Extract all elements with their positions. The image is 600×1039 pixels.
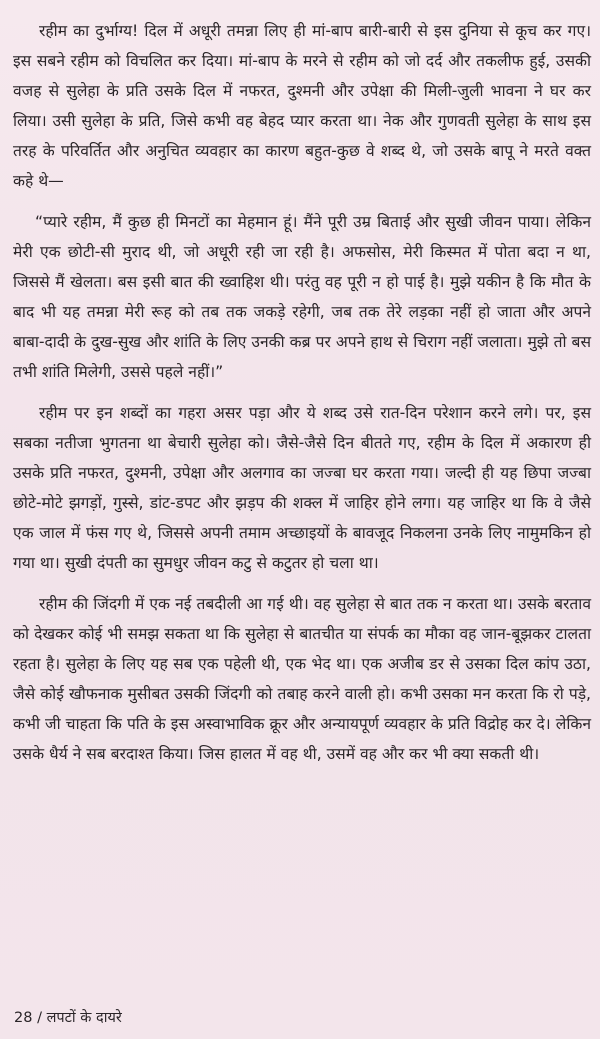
page-number: 28 (14, 1010, 33, 1026)
paragraph-1: रहीम का दुर्भाग्य! दिल में अधूरी तमन्ना लिए ही मां-बाप बारी-बारी से इस दुनिया से कूच कर गए। इस सबने रहीम को विचलित कर दिया। मां-बाप के मरने से रहीम को जो दर्द और तकलीफ हुई, उसकी वजह से सुलेहा के प्रति उसके दिल में नफरत, दुश्मनी और उपेक्षा की मिली-जुली भावना ने घर कर लिया। उसी सुलेहा के प्रति, जिसे कभी वह बेहद प्यार करता था। नेक और गुणवती सुलेहा के साथ इस तरह के परिवर्तित और अनुचित व्यवहार का कारण बहुत-कुछ वे शब्द थे, जो उसके बापू ने मरते वक्त कहे थे— (13, 22, 591, 190)
footer-separator: / (37, 1010, 42, 1026)
paragraph-3: रहीम पर इन शब्दों का गहरा असर पड़ा और ये शब्द उसे रात-दिन परेशान करने लगे। पर, इस सबका नतीजा भुगतना था बेचारी सुलेहा को। जैसे-जैसे दिन बीतते गए, रहीम के दिल में अकारण ही उसके प्रति नफरत, दुश्मनी, उपेक्षा और अलगाव का जज्बा घर करता गया। जल्दी ही यह छिपा जज्बा छोटे-मोटे झगड़ों, गुस्से, डांट-डपट और झड़प की शक्ल में जाहिर होने लगा। यह जाहिर था कि वे जैसे एक जाल में फंस गए थे, जिससे अपनी तमाम अच्छाइयों के बावजूद निकलना उनके लिए नामुमकिन हो गया था। सुखी दंपती का सुमधुर जीवन कटु से कटुतर हो चला था। (13, 404, 591, 572)
paragraph-2-quote: “प्यारे रहीम, मैं कुछ ही मिनटों का मेहमान हूं। मैंने पूरी उम्र बिताई और सुखी जीवन पाया। लेकिन मेरी एक छोटी-सी मुराद थी, जो अधूरी रही जा रही है। अफसोस, मेरी किस्मत में पोता बदा न था, जिससे मैं खेलता। बस इसी बात की ख्वाहिश थी। परंतु वह पूरी न हो पाई है। मुझे यकीन है कि मौत के बाद भी यह तमन्ना मेरी रूह को तब तक जकड़े रहेगी, जब तक तेरे लड़का नहीं हो जाता और अपने बाबा-दादी के दुख-सुख और शांति के लिए उनकी कब्र पर अपने हाथ से चिराग नहीं जलाता। मुझे तो बस तभी शांति मिलेगी, उससे पहले नहीं।” (13, 213, 591, 381)
paragraph-4: रहीम की जिंदगी में एक नई तबदीली आ गई थी। वह सुलेहा से बात तक न करता था। उसके बरताव को देखकर कोई भी समझ सकता था कि सुलेहा से बातचीत या संपर्क का मौका वह जान-बूझकर टालता रहता है। सुलेहा के लिए यह सब एक पहेली थी, एक भेद था। एक अजीब डर से उसका दिल कांप उठा, जैसे कोई खौफनाक मुसीबत उसकी जिंदगी को तबाह करने वाली हो। कभी उसका मन करता कि रो पड़े, कभी जी चाहता कि पति के इस अस्वाभाविक क्रूर और अन्यायपूर्ण व्यवहार के प्रति विद्रोह कर दे। लेकिन उसके धैर्य ने सब बरदाश्त किया। जिस हालत में वह थी, उसमें वह और कर भी क्या सकती थी। (13, 595, 591, 763)
page-footer (14, 1007, 122, 1027)
book-title: लपटों के दायरे (46, 1010, 122, 1026)
body-text (13, 16, 591, 780)
